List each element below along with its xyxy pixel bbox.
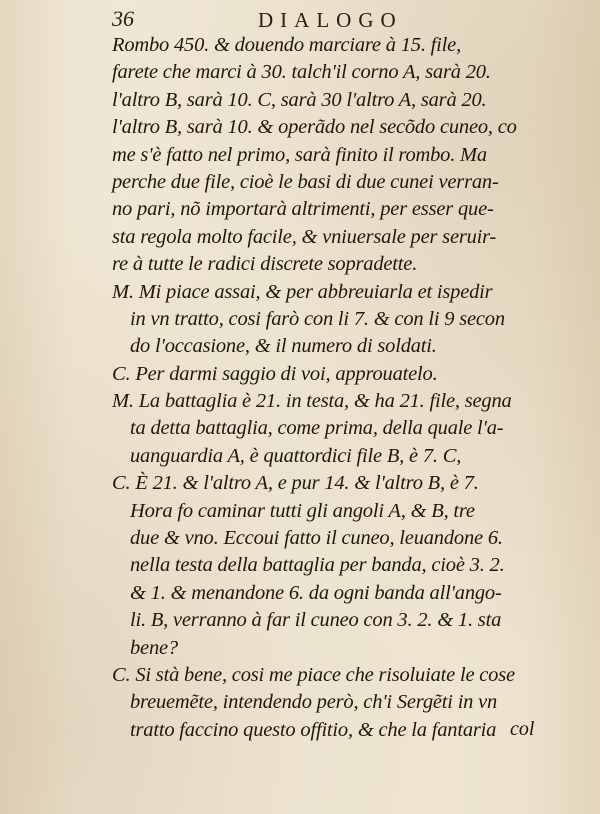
text-line: perche due file, cioè le basi di due cunei verran-	[112, 170, 499, 193]
text-line: re à tutte le radici discrete sopradette.	[112, 253, 418, 276]
text-line: uanguardia A, è quattordici file B, è 7. C,	[130, 444, 462, 467]
running-title: DIALOGO	[258, 8, 403, 32]
text-line: ta detta battaglia, come prima, della quale l'a-	[130, 417, 504, 440]
text-line: no pari, nõ importarà altrimenti, per esser que-	[112, 198, 494, 221]
speaker-line: M. La battaglia è 21. in testa, & ha 21. file, segna	[112, 390, 512, 413]
text-line: in vn tratto, cosi farò con li 7. & con li 9 secon	[130, 307, 505, 330]
text-line: tratto faccino questo offitio, & che la fantaria	[130, 718, 497, 741]
text-line: breuemẽte, intendendo però, ch'i Sergẽti in vn	[130, 691, 498, 714]
text-line: & 1. & menandone 6. da ogni banda all'ango-	[130, 581, 502, 604]
text-line: Hora fo caminar tutti gli angoli A, & B, tre	[130, 499, 475, 522]
text-line: li. B, verranno à far il cuneo con 3. 2. & 1. sta	[130, 609, 502, 632]
speaker-line: C. Per darmi saggio di voi, approuatelo.	[112, 362, 438, 385]
page-number: 36	[112, 6, 134, 31]
text-line: l'altro B, sarà 10. & operãdo nel secõdo cuneo, co	[112, 116, 517, 139]
speaker-line: C. Si stà bene, cosi me piace che risoluiate le cose	[112, 663, 515, 686]
text-line: sta regola molto facile, & vniuersale per seruir-	[112, 225, 497, 248]
text-line: me s'è fatto nel primo, sarà finito il rombo. Ma	[112, 143, 487, 166]
speaker-line: C. È 21. & l'altro A, e pur 14. & l'altro B, è 7.	[112, 472, 479, 495]
text-line: do l'occasione, & il numero di soldati.	[130, 335, 437, 358]
text-line: nella testa della battaglia per banda, cioè 3. 2.	[130, 554, 505, 577]
text-line: farete che marci à 30. talch'il corno A, sarà 20.	[112, 61, 491, 84]
text-line: due & vno. Eccoui fatto il cuneo, leuandone 6.	[130, 527, 503, 550]
speaker-line: M. Mi piace assai, & per abbreuiarla et ispedir	[112, 280, 493, 303]
text-line: bene?	[130, 636, 178, 659]
body-text	[112, 32, 572, 744]
catchword: col	[510, 718, 535, 740]
text-line: l'altro B, sarà 10. C, sarà 30 l'altro A, sarà 20.	[112, 88, 487, 111]
text-line: Rombo 450. & douendo marciare à 15. file,	[112, 34, 461, 56]
